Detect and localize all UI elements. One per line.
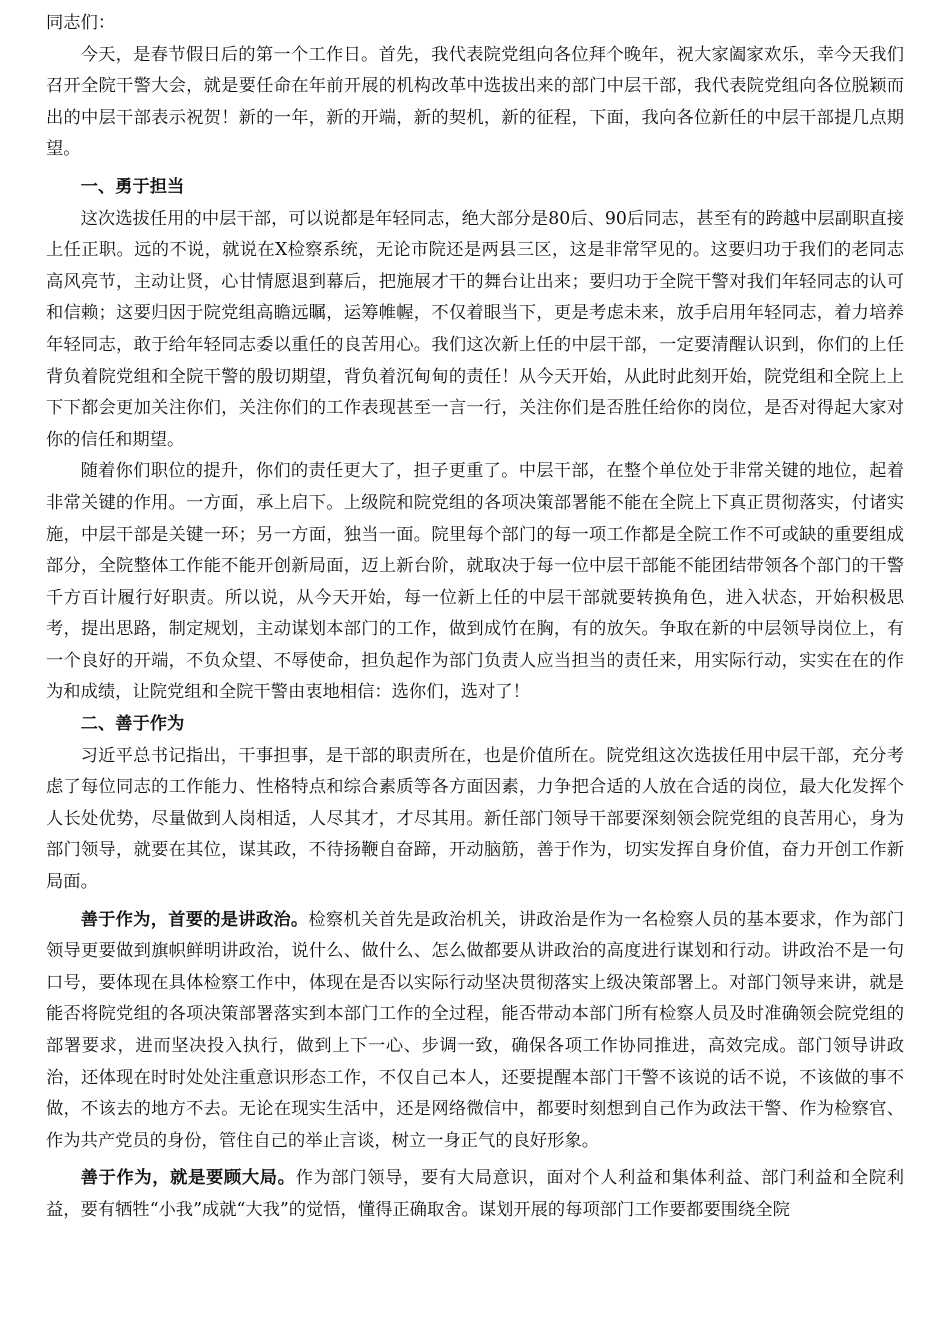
paragraph-6-body: 作为部门领导，要有大局意识，面对个人利益和集体利益、部门利益和全院利益，要有牺牲“小我”成就“大我”的觉悟，懂得正确取舍。谋划开展的每项部门工作要都要围绕全院 — [46, 1168, 904, 1220]
section-heading-1: 一、勇于担当 — [80, 176, 185, 197]
document-page — [46, 0, 904, 1227]
paragraph-3: 随着你们职位的提升，你们的责任更大了，担子更重了。中层干部，在整个单位处于非常关键的地位，起着非常关键的作用。一方面，承上启下。上级院和院党组的各项决策部署能不能在全院上下真正贯彻落实，付诸实施，中层干部是关键一环；另一方面，独当一面。院里每个部门的每一项工作都是全院工作不可或缺的重要组成部分，全院整体工作能不能开创新局面，迈上新台阶，就取决于每一位中层干部能不能团结带领各个部门的干警千方百计履行好职责。所以说，从今天开始，每一位新上任的中层干部就要转换角色，进入状态，开始积极思考，提出思路，制定规划，主动谋划本部门的工作，做到成竹在胸，有的放矢。争取在新的中层领导岗位上，有一个良好的开端，不负众望、不辱使命，担负起作为部门负责人应当担当的责任来，用实际行动，实实在在的作为和成绩，让院党组和全院干警由衷地相信：选你们，选对了！ — [46, 461, 904, 703]
paragraph-5-lead: 善于作为，首要的是讲政治。 — [80, 909, 309, 930]
intro-paragraph: 今天，是春节假日后的第一个工作日。首先，我代表院党组向各位拜个晚年，祝大家阖家欢乐，幸今天我们召开全院干警大会，就是要任命在年前开展的机构改革中选拔出来的部门中层干部，我代表院党组向各位脱颖而出的中层干部表示祝贺！新的一年，新的开端，新的契机，新的征程，下面，我向各位新任的中层干部提几点期望。 — [46, 44, 904, 160]
section-heading-2: 二、善于作为 — [80, 714, 185, 735]
greeting: 同志们： — [46, 13, 116, 33]
paragraph-4: 习近平总书记指出，干事担事，是干部的职责所在，也是价值所在。院党组这次选拔任用中层干部，充分考虑了每位同志的工作能力、性格特点和综合素质等各方面因素，力争把合适的人放在合适的岗位，最大化发挥个人长处优势，尽量做到人岗相适，人尽其才，才尽其用。新任部门领导干部要深刻领会院党组的良苦用心，身为部门领导，就要在其位，谋其政，不待扬鞭自奋蹄，开动脑筋，善于作为，切实发挥自身价值，奋力开创工作新局面。 — [46, 745, 904, 893]
paragraph-2: 这次选拔任用的中层干部，可以说都是年轻同志，绝大部分是80后、90后同志，甚至有的跨越中层副职直接上任正职。远的不说，就说在X检察系统，无论市院还是两县三区，这是非常罕见的。这要归功于我们的老同志高风亮节，主动让贤，心甘情愿退到幕后，把施展才干的舞台让出来；要归功于全院干警对我们年轻同志的认可和信赖；这要归因于院党组高瞻远瞩，运筹帷幄，不仅着眼当下，更是考虑未来，放手启用年轻同志，着力培养年轻同志，敢于给年轻同志委以重任的良苦用心。我们这次新上任的中层干部，一定要清醒认识到，你们的上任背负着院党组和全院干警的殷切期望，背负着沉甸甸的责任！从今天开始，从此时此刻开始，院党组和全院上上下下都会更加关注你们，关注你们的工作表现甚至一言一行，关注你们是否胜任给你的岗位，是否对得起大家对你的信任和期望。 — [46, 208, 904, 450]
paragraph-6 — [46, 1163, 904, 1226]
paragraph-5 — [46, 905, 904, 1158]
paragraph-6-lead: 善于作为，就是要顾大局。 — [80, 1168, 296, 1189]
paragraph-5-body: 检察机关首先是政治机关，讲政治是作为一名检察人员的基本要求，作为部门领导更要做到旗帜鲜明讲政治，说什么、做什么、怎么做都要从讲政治的高度进行谋划和行动。讲政治不是一句口号，要体现在具体检察工作中，体现在是否以实际行动坚决贯彻落实上级决策部署上。对部门领导来讲，就是能否将院党组的各项决策部署落实到本部门工作的全过程，能否带动本部门所有检察人员及时准确领会院党组的部署要求，进而坚决投入执行，做到上下一心、步调一致，确保各项工作协同推进，高效完成。部门领导讲政治，还体现在时时处处注重意识形态工作，不仅自己本人，还要提醒本部门干警不该说的话不说，不该做的事不做，不该去的地方不去。无论在现实生活中，还是网络微信中，都要时刻想到自己作为政法干警、作为检察官、作为共产党员的身份，管住自己的举止言谈，树立一身正气的良好形象。 — [46, 909, 904, 1151]
